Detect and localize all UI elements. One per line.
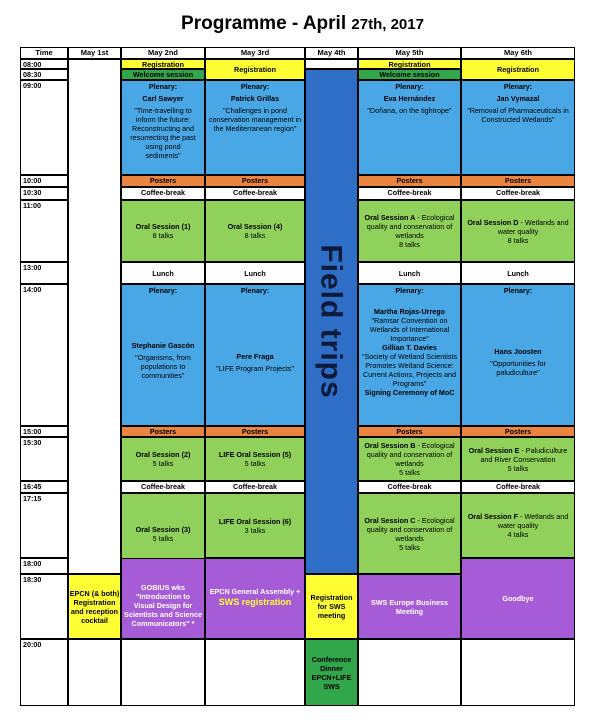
may6-plenary-1 xyxy=(461,80,575,175)
session-topic: quality and conservation of xyxy=(366,450,453,459)
talk-title: Importance" xyxy=(390,334,429,343)
plenary-heading: Plenary: xyxy=(148,82,178,91)
talk-title: sediments" xyxy=(145,151,181,160)
talk-title: Promotes Wetland Science: xyxy=(365,361,454,370)
may3-plenary-1 xyxy=(205,80,305,175)
cell-text: Registration xyxy=(310,593,353,602)
may6-registration: Registration xyxy=(461,59,575,80)
session-name: LIFE Oral Session (6) xyxy=(218,516,292,526)
cell-text: EPCN General Assembly + xyxy=(209,587,301,596)
session-talks: 5 talks xyxy=(152,459,174,468)
may2-gobius-workshop xyxy=(121,558,205,639)
header-may4: May 4th xyxy=(305,47,358,59)
session-talks: 8 talks xyxy=(244,231,266,240)
talk-title: communities" xyxy=(141,371,185,380)
may5-posters-1: Posters xyxy=(358,175,461,187)
session-name: Oral Session (1) xyxy=(135,222,191,231)
may2-posters-1: Posters xyxy=(121,175,205,187)
cell-text: Visual Design for xyxy=(133,601,193,610)
plenary-heading: Plenary: xyxy=(395,286,424,295)
talk-title: Current Actions, Projects and xyxy=(362,370,457,379)
session-topic: - Ecological xyxy=(415,213,455,222)
session-topic: water quality xyxy=(497,521,539,530)
session-topic: wetlands xyxy=(395,533,424,543)
may6-oral-session-e xyxy=(461,437,575,481)
session-talks: 5 talks xyxy=(399,468,420,477)
session-name: Oral Session (2) xyxy=(135,450,191,459)
talk-title: paludiculture" xyxy=(496,368,540,377)
may5-lunch: Lunch xyxy=(358,262,461,284)
may2-coffee-break-1: Coffee-break xyxy=(121,187,205,200)
speaker-name: Carl Sawyer xyxy=(142,94,184,103)
time-slot: 09:00 xyxy=(20,80,68,175)
cell-text: SWS xyxy=(323,681,340,691)
session-talks: 3 talks xyxy=(244,525,266,535)
may3-posters-1: Posters xyxy=(205,175,305,187)
title-main: Programme - April xyxy=(181,13,347,34)
speaker-name: Pere Fraga xyxy=(236,352,274,361)
time-slot: 17:15 xyxy=(20,493,68,558)
session-topic: water quality xyxy=(497,226,539,236)
speaker-name: Eva Hernández xyxy=(383,94,436,103)
may5-welcome-session: Welcome session xyxy=(358,69,461,80)
cell-text: Communicators" * xyxy=(131,619,195,628)
talk-title: Constructed Wetlands" xyxy=(481,115,555,124)
talk-title: "Society of Wetland Scientists xyxy=(361,352,458,361)
field-trips-label: Field trips xyxy=(315,244,349,399)
may3-plenary-2 xyxy=(205,284,305,426)
may1-reception-cocktail xyxy=(68,574,121,639)
time-slot: 14:00 xyxy=(20,284,68,426)
speaker-name: Martha Rojas-Urrego xyxy=(373,307,446,316)
session-name: Oral Session (3) xyxy=(135,524,191,534)
plenary-heading: Plenary: xyxy=(240,82,270,91)
field-trips-wrapper xyxy=(306,70,357,573)
time-slot: 13:00 xyxy=(20,262,68,284)
session-topic: - Ecological xyxy=(415,441,455,450)
talk-title: "Opportunities for xyxy=(490,359,546,368)
header-time: Time xyxy=(20,47,68,59)
speaker-name: Gillian T. Davies xyxy=(382,343,437,352)
session-talks: 5 talks xyxy=(507,463,529,473)
session-name: Oral Session (4) xyxy=(227,222,283,231)
time-slot: 20:00 xyxy=(20,639,68,706)
may5-registration: Registration xyxy=(358,59,461,69)
cell-text: SWS Europe Business xyxy=(370,597,449,607)
speaker-name: Patrick Grillas xyxy=(230,94,280,103)
schedule-grid xyxy=(20,47,575,706)
may5-coffee-break-1: Coffee-break xyxy=(358,187,461,200)
may6-lunch: Lunch xyxy=(461,262,575,284)
time-slot: 18:00 xyxy=(20,558,68,574)
plenary-heading: Plenary: xyxy=(240,286,270,295)
talk-title: conservation management in xyxy=(208,115,302,124)
session-name: Oral Session A xyxy=(364,213,416,222)
may5-oral-session-c xyxy=(358,493,461,574)
may5-coffee-break-2: Coffee-break xyxy=(358,481,461,493)
cell-text: for SWS xyxy=(317,602,346,611)
may3-empty-evening xyxy=(205,639,305,706)
may2-oral-session-1 xyxy=(121,200,205,262)
cell-text: GOBIUS wks xyxy=(141,583,185,592)
time-slot: 11:00 xyxy=(20,200,68,262)
signing-ceremony: Signing Ceremony of MoC xyxy=(364,388,455,397)
session-talks: 8 talks xyxy=(152,231,174,240)
time-slot: 10:00 xyxy=(20,175,68,187)
talk-title: "Organisms, from xyxy=(135,353,191,362)
talk-title: populations to xyxy=(140,362,186,371)
may5-plenary-1 xyxy=(358,80,461,175)
session-topic: quality and conservation of xyxy=(366,524,453,534)
may6-goodbye: Goodbye xyxy=(461,558,575,639)
cell-text: Dinner xyxy=(320,663,343,673)
time-slot: 15:30 xyxy=(20,437,68,481)
may6-posters-1: Posters xyxy=(461,175,575,187)
may3-coffee-break-1: Coffee-break xyxy=(205,187,305,200)
may4-conference-dinner xyxy=(305,639,358,706)
may1-empty xyxy=(68,59,121,574)
cell-text: Meeting xyxy=(395,606,424,616)
plenary-heading: Plenary: xyxy=(503,82,533,91)
may3-epcn-general-assembly xyxy=(205,558,305,639)
session-name: Oral Session F xyxy=(467,512,519,521)
talk-title: "Time-travelling to xyxy=(134,106,192,115)
session-name: LIFE Oral Session (5) xyxy=(218,450,292,459)
header-may5: May 5th xyxy=(358,47,461,59)
session-talks: 4 talks xyxy=(507,530,529,539)
time-slot: 15:00 xyxy=(20,426,68,437)
cell-text: Conference xyxy=(311,654,352,664)
may2-plenary-1 xyxy=(121,80,205,175)
cell-text: Scientists and Science xyxy=(124,610,202,619)
title-date: 27th, 2017 xyxy=(351,16,424,33)
session-talks: 5 talks xyxy=(244,459,266,468)
may5-oral-session-a xyxy=(358,200,461,262)
may2-posters-2: Posters xyxy=(121,426,205,437)
may1-empty-evening xyxy=(68,639,121,706)
session-topic: quality and conservation of xyxy=(366,222,453,231)
cell-text: meeting xyxy=(317,611,346,620)
talk-title: "LIFE Program Projects" xyxy=(216,364,294,373)
header-may1: May 1st xyxy=(68,47,121,59)
may2-plenary-2 xyxy=(121,284,205,426)
session-name: Oral Session C xyxy=(364,515,416,525)
may6-empty-evening xyxy=(461,639,575,706)
session-name: Oral Session B xyxy=(364,441,416,450)
time-slot: 08:00 xyxy=(20,59,68,69)
talk-title: resurrecting the past xyxy=(130,133,196,142)
may6-coffee-break-1: Coffee-break xyxy=(461,187,575,200)
time-slot: 08:30 xyxy=(20,69,68,80)
time-slot: 18:30 xyxy=(20,574,68,639)
session-topic: - Paludiculture xyxy=(519,445,568,455)
may2-welcome-session: Welcome session xyxy=(121,69,205,80)
talk-title: the Mediterranean region" xyxy=(213,124,297,133)
speaker-name: Jan Vymazal xyxy=(496,94,540,103)
may3-lunch: Lunch xyxy=(205,262,305,284)
header-may3: May 3rd xyxy=(205,47,305,59)
page-title xyxy=(0,13,605,35)
may2-registration: Registration xyxy=(121,59,205,69)
may5-plenary-2 xyxy=(358,284,461,426)
session-topic: and River Conservation xyxy=(480,454,556,464)
session-talks: 5 talks xyxy=(399,542,420,552)
may5-sws-europe-meeting xyxy=(358,574,461,639)
header-may2: May 2nd xyxy=(121,47,205,59)
may3-registration: Registration xyxy=(205,59,305,80)
talk-title: "Doñana, on the tightrope" xyxy=(367,106,452,115)
may3-life-oral-session-5 xyxy=(205,437,305,481)
may6-posters-2: Posters xyxy=(461,426,575,437)
may4-field-trips xyxy=(305,69,358,574)
plenary-heading: Plenary: xyxy=(395,82,424,91)
time-slot: 10:30 xyxy=(20,187,68,200)
talk-title: using pond xyxy=(145,142,181,151)
may5-empty-evening xyxy=(358,639,461,706)
may2-empty-evening xyxy=(121,639,205,706)
time-slot: 16:45 xyxy=(20,481,68,493)
may6-coffee-break-2: Coffee-break xyxy=(461,481,575,493)
talk-title: Wetlands of International xyxy=(369,325,450,334)
talk-title: "Removal of Pharmaceuticals in xyxy=(467,106,569,115)
session-topic: - Ecological xyxy=(415,515,455,525)
cell-text: EPCN+LIFE xyxy=(311,672,352,682)
may6-oral-session-f xyxy=(461,493,575,558)
may2-oral-session-2 xyxy=(121,437,205,481)
cell-text: and reception xyxy=(70,606,119,616)
may3-life-oral-session-6 xyxy=(205,493,305,558)
may3-oral-session-4 xyxy=(205,200,305,262)
session-talks: 5 talks xyxy=(152,533,174,543)
may6-oral-session-d xyxy=(461,200,575,262)
cell-text: cocktail xyxy=(81,615,108,625)
talk-title: "Challenges in pond xyxy=(222,106,288,115)
session-talks: 8 talks xyxy=(507,235,529,245)
speaker-name: Hans Joosten xyxy=(494,347,542,356)
may3-coffee-break-2: Coffee-break xyxy=(205,481,305,493)
may5-posters-2: Posters xyxy=(358,426,461,437)
header-may6: May 6th xyxy=(461,47,575,59)
session-name: Oral Session E xyxy=(468,445,520,455)
cell-text: Registration xyxy=(73,597,116,607)
talk-title: Reconstructing and xyxy=(132,124,194,133)
talk-title: Programs" xyxy=(392,379,427,388)
talk-title: inform the future: xyxy=(135,115,191,124)
may6-plenary-2 xyxy=(461,284,575,426)
session-topic: - Wetlands and xyxy=(518,217,569,227)
cell-text: SWS registration xyxy=(218,597,292,607)
talk-title: "Ramsar Convention on xyxy=(371,316,448,325)
session-talks: 8 talks xyxy=(399,240,420,249)
may2-coffee-break-2: Coffee-break xyxy=(121,481,205,493)
may4-empty xyxy=(305,59,358,69)
plenary-heading: Plenary: xyxy=(148,286,178,295)
session-topic: wetlands xyxy=(395,231,424,240)
may2-lunch: Lunch xyxy=(121,262,205,284)
speaker-name: Stephanie Gascón xyxy=(131,341,195,350)
cell-text: EPCN (& both) xyxy=(69,588,120,598)
cell-text: "Introduction to xyxy=(135,592,191,601)
may4-sws-registration xyxy=(305,574,358,639)
may3-posters-2: Posters xyxy=(205,426,305,437)
may5-oral-session-b xyxy=(358,437,461,481)
session-topic: wetlands xyxy=(395,459,424,468)
session-topic: - Wetlands and xyxy=(518,512,569,521)
session-name: Oral Session D xyxy=(467,217,519,227)
plenary-heading: Plenary: xyxy=(503,286,533,295)
